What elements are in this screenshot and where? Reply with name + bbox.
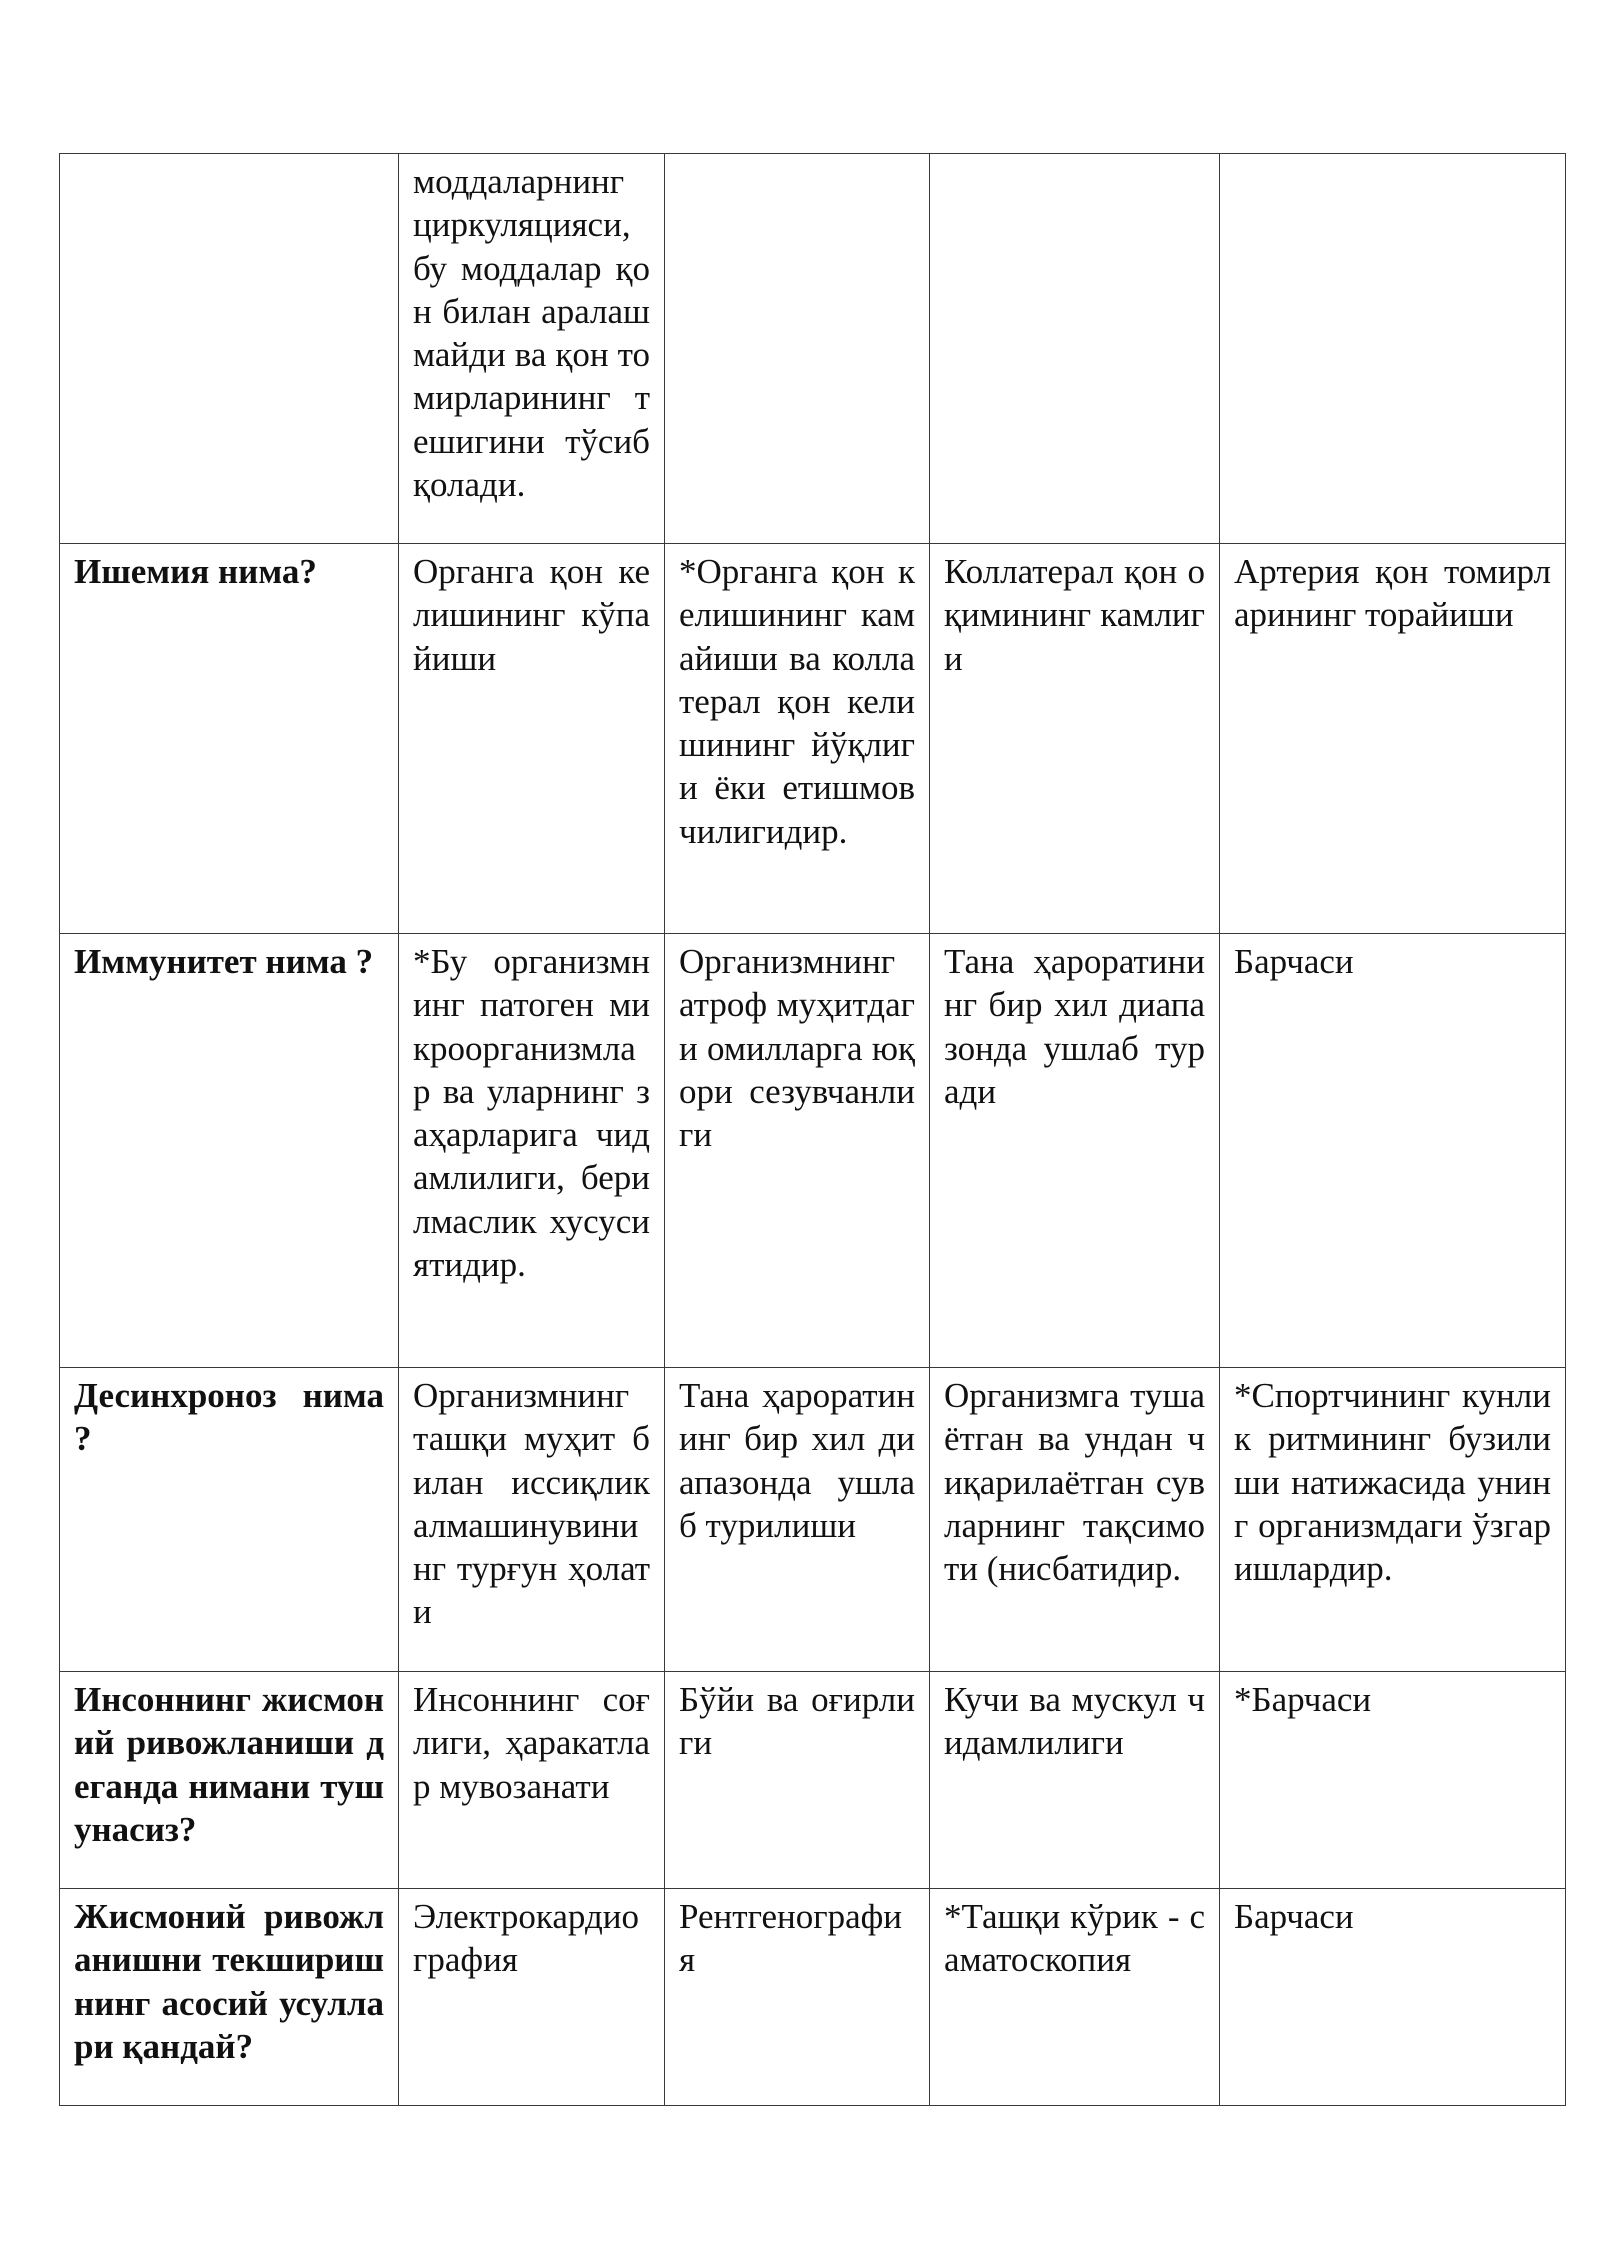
option-d-cell: Барчаси <box>1220 934 1566 1368</box>
table-row <box>60 544 1566 934</box>
table-row <box>60 934 1566 1368</box>
option-b-cell: Тана ҳароратининг бир хил диапазонда ушлаб турилиши <box>665 1368 930 1672</box>
option-c-cell <box>930 154 1220 544</box>
option-c-cell: *Ташқи кўрик - саматоскопия <box>930 1889 1220 2106</box>
option-b-cell: Организмнинг атроф муҳитдаги омилларга юқори сезувчанлиги <box>665 934 930 1368</box>
option-c-cell: Тана ҳароратининг бир хил диапазонда ушлаб туради <box>930 934 1220 1368</box>
question-cell: Десинхроноз нима ? <box>60 1368 399 1672</box>
option-b-cell: Рентгенография <box>665 1889 930 2106</box>
option-d-cell: *Спортчининг кунлик ритмининг бузилиши натижасида унинг организмдаги ўзгаришлардир. <box>1220 1368 1566 1672</box>
option-d-cell: Барчаси <box>1220 1889 1566 2106</box>
option-b-cell <box>665 154 930 544</box>
option-b-cell: *Органга қон келишининг камайиши ва коллатерал қон келишининг йўқлиги ёки етишмовчилигидир. <box>665 544 930 934</box>
option-a-cell: моддаларнинг циркуляцияси, бу моддалар қон билан аралашмайди ва қон томирларининг тешигини тўсиб қолади. <box>399 154 665 544</box>
question-cell: Жисмоний ривожланишни текширишнинг асосий усуллари қандай? <box>60 1889 399 2106</box>
option-d-cell: Артерия қон томирларининг торайиши <box>1220 544 1566 934</box>
option-b-cell: Бўйи ва оғирлиги <box>665 1672 930 1889</box>
option-a-cell: Электрокардиография <box>399 1889 665 2106</box>
option-c-cell: Кучи ва мускул чидамлилиги <box>930 1672 1220 1889</box>
table-row <box>60 154 1566 544</box>
question-cell: Ишемия нима? <box>60 544 399 934</box>
question-cell: Инсоннинг жисмоний ривожланиши деганда нимани тушунасиз? <box>60 1672 399 1889</box>
option-a-cell: Инсоннинг соғлиги, ҳаракатлар мувозанати <box>399 1672 665 1889</box>
question-cell: Иммунитет нима ? <box>60 934 399 1368</box>
table-row <box>60 1368 1566 1672</box>
table-row <box>60 1889 1566 2106</box>
option-a-cell: *Бу организмнинг патоген микроорганизмлар ва уларнинг заҳарларига чидамлилиги, берилмаслик хусусиятидир. <box>399 934 665 1368</box>
option-d-cell: *Барчаси <box>1220 1672 1566 1889</box>
option-c-cell: Организмга тушаётган ва ундан чиқарилаётган сувларнинг тақсимоти (нисбатидир. <box>930 1368 1220 1672</box>
table-row <box>60 1672 1566 1889</box>
question-cell <box>60 154 399 544</box>
option-c-cell: Коллатерал қон оқимининг камлиги <box>930 544 1220 934</box>
option-d-cell <box>1220 154 1566 544</box>
option-a-cell: Организмнинг ташқи муҳит билан иссиқлик алмашинувининг турғун ҳолати <box>399 1368 665 1672</box>
option-a-cell: Органга қон келишининг кўпайиши <box>399 544 665 934</box>
quiz-table <box>59 153 1566 2106</box>
